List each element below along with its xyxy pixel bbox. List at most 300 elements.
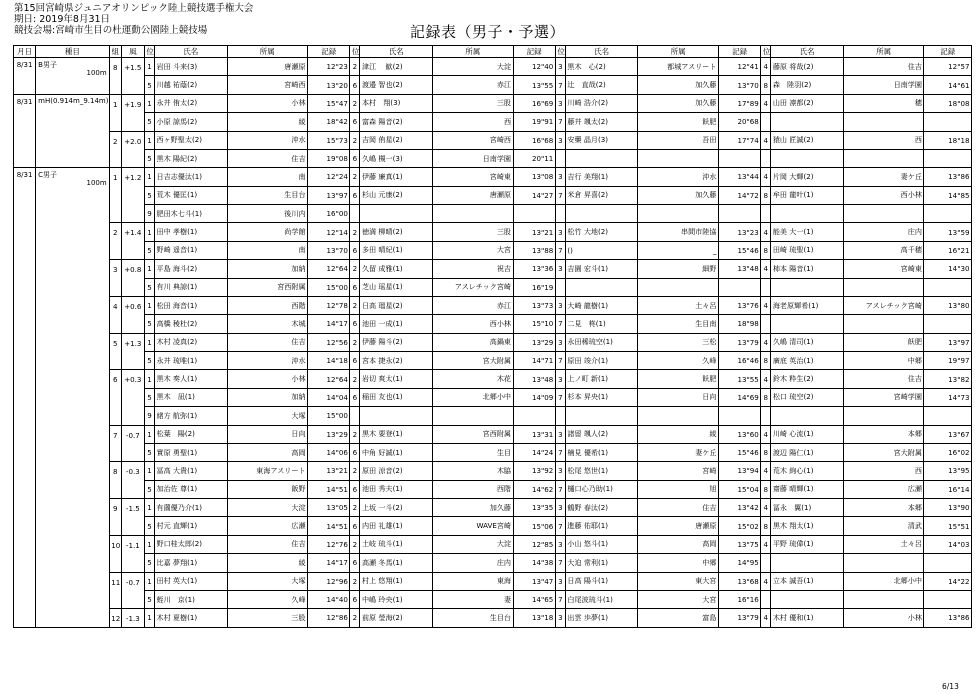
athlete-team: 住吉 [227, 149, 308, 167]
event-date: 8/31 [14, 94, 36, 168]
result-position: 4 [761, 94, 771, 112]
athlete-team: 広瀬 [843, 480, 924, 498]
result-record: 14"17 [308, 554, 350, 572]
athlete-team: 吾田 [638, 131, 719, 149]
athlete-name: 蛭川 京(1) [154, 590, 227, 608]
result-record: 13"47 [513, 572, 555, 590]
athlete-name: 上ノ町 新(1) [565, 370, 638, 388]
athlete-team: 中郷 [843, 352, 924, 370]
table-row [14, 535, 972, 553]
athlete-name: 片岡 大輝(2) [771, 168, 844, 186]
result-position: 6 [350, 352, 360, 370]
table-row [14, 278, 972, 296]
result-record [924, 590, 972, 608]
result-record: 13"82 [924, 370, 972, 388]
wind-reading: +1.5 [121, 58, 144, 95]
athlete-team: 三股 [227, 609, 308, 627]
athlete-name: 川崎 心流(1) [771, 425, 844, 443]
athlete-team: 三股 [432, 223, 513, 241]
result-position: 3 [555, 425, 565, 443]
athlete-team [843, 149, 924, 167]
athlete-team: 高岡 [227, 443, 308, 461]
result-record: 15"10 [513, 315, 555, 333]
athlete-team: 住吉 [843, 58, 924, 76]
athlete-name: 久嶋 槻一(3) [360, 149, 433, 167]
result-position [761, 407, 771, 425]
result-record: 16"00 [308, 205, 350, 223]
col-heat: 組 [109, 46, 121, 58]
event-distance: 100m [86, 179, 107, 188]
athlete-name: 野口桂太郎(2) [154, 535, 227, 553]
athlete-team: 北郷小中 [843, 572, 924, 590]
athlete-name: 久留 成雅(1) [360, 260, 433, 278]
athlete-team: 小林 [227, 94, 308, 112]
table-row [14, 76, 972, 94]
athlete-team: 日南学園 [432, 149, 513, 167]
athlete-team: 妻ケ丘 [638, 443, 719, 461]
result-record: 13"31 [513, 425, 555, 443]
result-position: 6 [350, 388, 360, 406]
result-position: 7 [555, 186, 565, 204]
result-position: 8 [761, 388, 771, 406]
athlete-team: 妻 [432, 590, 513, 608]
result-record: 13"79 [718, 609, 760, 627]
athlete-team: 久峰 [638, 352, 719, 370]
result-position: 7 [555, 352, 565, 370]
result-position [761, 315, 771, 333]
athlete-name: 上坂 一斗(2) [360, 499, 433, 517]
result-record: 13"55 [718, 370, 760, 388]
result-position: 1 [144, 58, 154, 76]
athlete-name: 原田 竣介(1) [565, 352, 638, 370]
result-position [761, 554, 771, 572]
athlete-team: 綾 [638, 425, 719, 443]
athlete-name: 黒木 陽紀(2) [154, 149, 227, 167]
athlete-team: 東海アスリート [227, 462, 308, 480]
wind-reading: +0.3 [121, 370, 144, 425]
result-position: 6 [350, 590, 360, 608]
result-position: 4 [761, 572, 771, 590]
athlete-team: 細野 [638, 260, 719, 278]
result-position: 1 [144, 131, 154, 149]
result-position: 3 [555, 260, 565, 278]
athlete-team: 赤江 [432, 76, 513, 94]
result-position: 2 [350, 572, 360, 590]
athlete-name: 鶴野 春汰(2) [565, 499, 638, 517]
athlete-team: 西 [432, 113, 513, 131]
athlete-team: 土々呂 [843, 535, 924, 553]
table-row [14, 94, 972, 112]
result-record: 16"68 [513, 131, 555, 149]
athlete-team: 宮大附属 [432, 352, 513, 370]
col-team: 所属 [432, 46, 513, 58]
result-position: 2 [350, 499, 360, 517]
result-position: 7 [555, 554, 565, 572]
meet-venue: 競技会場:宮崎市生目の杜運動公園陸上競技場 [14, 25, 208, 36]
athlete-team: 加納 [227, 388, 308, 406]
result-record: 13"05 [308, 499, 350, 517]
table-row [14, 425, 972, 443]
wind-reading: +0.6 [121, 296, 144, 333]
result-position: 7 [555, 480, 565, 498]
result-position: 2 [350, 425, 360, 443]
athlete-name: 本村 翔(3) [360, 94, 433, 112]
result-position: 6 [350, 76, 360, 94]
event-date: 8/31 [14, 168, 36, 627]
result-position: 3 [555, 609, 565, 627]
athlete-team: 宮崎西 [227, 76, 308, 94]
athlete-name: 富森 陽音(2) [360, 113, 433, 131]
athlete-name: 岩田 斗来(3) [154, 58, 227, 76]
event-name [36, 94, 110, 168]
result-position: 2 [350, 535, 360, 553]
result-record: 16"02 [924, 443, 972, 461]
athlete-team: 宮崎学園 [843, 388, 924, 406]
result-record: 12"64 [308, 370, 350, 388]
athlete-team: 都城アスリート [638, 58, 719, 76]
athlete-team: _ [638, 241, 719, 259]
athlete-name: 藤井 颯太(2) [565, 113, 638, 131]
result-record: 13"86 [924, 609, 972, 627]
athlete-name: 永田稀琉空(1) [565, 333, 638, 351]
athlete-name: 有川 典諒(1) [154, 278, 227, 296]
result-position: 5 [144, 149, 154, 167]
col-pos: 位 [762, 47, 771, 56]
col-pos: 位 [557, 47, 565, 56]
col-record: 記録 [308, 46, 350, 58]
result-record: 13"88 [513, 241, 555, 259]
result-position: 6 [350, 113, 360, 131]
event-category: mH(0.914m_9.14m) [38, 96, 109, 105]
result-position [350, 205, 360, 223]
athlete-name: 川越 祐蔭(2) [154, 76, 227, 94]
athlete-name: 岩切 爽太(1) [360, 370, 433, 388]
result-position: 2 [350, 462, 360, 480]
result-position: 7 [555, 113, 565, 131]
col-pos: 位 [351, 47, 360, 56]
result-position: 8 [761, 186, 771, 204]
table-row [14, 517, 972, 535]
athlete-team: 加久藤 [638, 186, 719, 204]
result-record [924, 205, 972, 223]
result-record: 15"04 [718, 480, 760, 498]
result-position: 5 [144, 113, 154, 131]
athlete-name: 野崎 遥音(1) [154, 241, 227, 259]
result-position: 3 [555, 370, 565, 388]
athlete-name [565, 407, 638, 425]
result-position: 4 [761, 131, 771, 149]
result-record: 14"24 [513, 443, 555, 461]
result-position [350, 407, 360, 425]
athlete-name: 多田 晴紀(1) [360, 241, 433, 259]
athlete-name: 久嶋 清司(1) [771, 333, 844, 351]
result-record: 14"51 [308, 517, 350, 535]
result-record: 13"29 [308, 425, 350, 443]
result-position: 8 [761, 76, 771, 94]
result-record: 14"62 [513, 480, 555, 498]
result-record: 19"91 [513, 113, 555, 131]
athlete-name: 藤原 将哉(2) [771, 58, 844, 76]
col-pos: 位 [146, 47, 154, 56]
athlete-team: 本郷 [843, 425, 924, 443]
table-row [14, 58, 972, 76]
athlete-team: 飫肥 [638, 113, 719, 131]
result-position: 3 [555, 296, 565, 314]
athlete-name: 有薗優乃介(1) [154, 499, 227, 517]
athlete-name: 津江 歓(2) [360, 58, 433, 76]
athlete-name: 木村 夏樹(1) [154, 609, 227, 627]
result-record: 12"76 [308, 535, 350, 553]
col-event: 種目 [36, 46, 110, 58]
result-record: 14"18 [308, 352, 350, 370]
athlete-team: 大塚 [227, 407, 308, 425]
result-record: 16"16 [718, 590, 760, 608]
result-record: 16"46 [718, 352, 760, 370]
result-record: 12"56 [308, 333, 350, 351]
athlete-name: 二見 柊(1) [565, 315, 638, 333]
athlete-name [771, 149, 844, 167]
athlete-team: 本郷 [843, 499, 924, 517]
athlete-team: 日向 [227, 425, 308, 443]
result-position: 1 [144, 223, 154, 241]
athlete-team: 生目南 [638, 315, 719, 333]
result-position: 2 [350, 609, 360, 627]
result-position: 6 [350, 186, 360, 204]
athlete-name: 辻 直哉(2) [565, 76, 638, 94]
result-position [761, 205, 771, 223]
athlete-name: 日吉志優汰(1) [154, 168, 227, 186]
result-record: 14"71 [513, 352, 555, 370]
results-body [14, 58, 972, 628]
result-position: 1 [144, 94, 154, 112]
result-record: 15"06 [513, 517, 555, 535]
athlete-team: 高岡 [638, 535, 719, 553]
athlete-name: 黒木 心(2) [565, 58, 638, 76]
result-position: 3 [555, 223, 565, 241]
result-record: 13"23 [718, 223, 760, 241]
athlete-name [565, 149, 638, 167]
result-record: 13"76 [718, 296, 760, 314]
athlete-name: 吉行 美翔(1) [565, 168, 638, 186]
athlete-name: 村上 悠翔(1) [360, 572, 433, 590]
result-position [555, 205, 565, 223]
col-name: 氏名 [565, 46, 638, 58]
athlete-name: 冨高 大貴(1) [154, 462, 227, 480]
wind-reading: +0.8 [121, 260, 144, 297]
athlete-team: 沖水 [227, 352, 308, 370]
athlete-team: 加久藤 [638, 76, 719, 94]
wind-reading: +2.0 [121, 131, 144, 168]
result-record [718, 149, 760, 167]
result-record: 18"98 [718, 315, 760, 333]
athlete-team: 住吉 [638, 499, 719, 517]
result-record: 14"04 [308, 388, 350, 406]
result-record: 14"65 [513, 590, 555, 608]
page-number: 6/13 [942, 682, 959, 691]
result-record: 13"86 [924, 168, 972, 186]
result-position [555, 407, 565, 425]
athlete-team: 大淀 [227, 499, 308, 517]
athlete-team: 住吉 [843, 370, 924, 388]
result-record: 14"51 [308, 480, 350, 498]
result-record: 15"00 [308, 407, 350, 425]
athlete-name: 能美 大一(1) [771, 223, 844, 241]
athlete-team: 生目台 [227, 186, 308, 204]
result-record: 13"42 [718, 499, 760, 517]
athlete-name: 出雲 歩夢(1) [565, 609, 638, 627]
result-record [924, 149, 972, 167]
athlete-team: 尚学館 [227, 223, 308, 241]
athlete-name: 伊藤 陽斗(2) [360, 333, 433, 351]
athlete-name: 杉本 昇央(1) [565, 388, 638, 406]
result-position: 4 [761, 223, 771, 241]
result-position [761, 278, 771, 296]
result-position: 1 [144, 260, 154, 278]
athlete-name: 山田 凛都(2) [771, 94, 844, 112]
athlete-team: 沖水 [227, 131, 308, 149]
athlete-name: 徳満 柳晴(2) [360, 223, 433, 241]
result-record: 13"60 [718, 425, 760, 443]
result-record: 14"09 [513, 388, 555, 406]
athlete-name: 高橋 稜杜(2) [154, 315, 227, 333]
table-row [14, 223, 972, 241]
wind-reading: -1.5 [121, 499, 144, 536]
result-record: 15"47 [308, 94, 350, 112]
event-category: B男子 [38, 61, 57, 69]
result-position: 5 [144, 517, 154, 535]
athlete-name: 黒木 凪(1) [154, 388, 227, 406]
result-record: 14"03 [924, 535, 972, 553]
athlete-team: 三股 [432, 94, 513, 112]
athlete-name: 齋藤 晴輝(1) [771, 480, 844, 498]
athlete-name: 芝山 瑶星(1) [360, 278, 433, 296]
athlete-name: 進藤 佑耶(1) [565, 517, 638, 535]
result-position: 1 [144, 333, 154, 351]
athlete-team: アスレチック宮崎 [843, 296, 924, 314]
col-date: 月日 [14, 46, 36, 58]
result-record: 14"30 [924, 260, 972, 278]
result-position: 3 [555, 94, 565, 112]
table-row [14, 462, 972, 480]
result-record: 13"48 [513, 370, 555, 388]
result-record: 12"14 [308, 223, 350, 241]
result-position: 7 [555, 590, 565, 608]
result-record: 13"70 [718, 76, 760, 94]
athlete-name: 松竹 大地(2) [565, 223, 638, 241]
athlete-name [771, 205, 844, 223]
table-row [14, 572, 972, 590]
result-position: 7 [555, 517, 565, 535]
athlete-name: 森 陸羽(2) [771, 76, 844, 94]
result-record: 13"67 [924, 425, 972, 443]
result-record [924, 113, 972, 131]
athlete-team: 庄内 [432, 554, 513, 572]
athlete-name: 渡邉 智也(2) [360, 76, 433, 94]
athlete-team: 宮崎東 [432, 168, 513, 186]
result-record: 16"14 [924, 480, 972, 498]
result-position: 1 [144, 572, 154, 590]
table-row [14, 443, 972, 461]
result-record: 19"97 [924, 352, 972, 370]
heat-number: 11 [109, 572, 121, 609]
athlete-team: 沖水 [638, 168, 719, 186]
result-position: 4 [761, 425, 771, 443]
athlete-team: 飫肥 [843, 333, 924, 351]
result-record: 13"36 [513, 260, 555, 278]
result-position: 5 [144, 241, 154, 259]
result-position: 6 [350, 480, 360, 498]
athlete-team: 綾 [227, 554, 308, 572]
result-record: 13"68 [718, 572, 760, 590]
result-record: 16"21 [924, 241, 972, 259]
result-position: 3 [555, 572, 565, 590]
col-wind: 風 [121, 46, 144, 58]
athlete-name: 諸留 颯人(2) [565, 425, 638, 443]
athlete-team: 西階 [227, 296, 308, 314]
result-position: 1 [144, 462, 154, 480]
event-name [36, 168, 110, 627]
athlete-name: 松葉 陽(2) [154, 425, 227, 443]
table-row [14, 149, 972, 167]
athlete-name: 楠見 優希(1) [565, 443, 638, 461]
result-record: 12"57 [924, 58, 972, 76]
athlete-name: 田村 英大(1) [154, 572, 227, 590]
athlete-name: 田中 孝樹(1) [154, 223, 227, 241]
result-position: 1 [144, 499, 154, 517]
result-record: 13"94 [718, 462, 760, 480]
result-position [555, 278, 565, 296]
heat-number: 12 [109, 609, 121, 627]
athlete-name [771, 113, 844, 131]
result-record: 13"55 [513, 76, 555, 94]
wind-reading: -0.7 [121, 572, 144, 609]
athlete-team: 旭 [638, 480, 719, 498]
event-name [36, 58, 110, 95]
result-record: 19"08 [308, 149, 350, 167]
result-record: 14"72 [718, 186, 760, 204]
heat-number: 8 [109, 462, 121, 499]
result-record: 13"97 [924, 333, 972, 351]
table-row [14, 168, 972, 186]
result-position: 4 [761, 333, 771, 351]
table-row [14, 260, 972, 278]
athlete-team: 飯野 [227, 480, 308, 498]
result-record [924, 407, 972, 425]
heat-number: 2 [109, 131, 121, 168]
result-record: 17"89 [718, 94, 760, 112]
athlete-team: 生目 [432, 443, 513, 461]
athlete-team: 小林 [227, 370, 308, 388]
athlete-team: 加久藤 [432, 499, 513, 517]
result-record: 13"79 [718, 333, 760, 351]
result-position: 2 [350, 296, 360, 314]
athlete-name: 伊藤 廉真(1) [360, 168, 433, 186]
athlete-team [432, 205, 513, 223]
athlete-name: 吉園 宏斗(1) [565, 260, 638, 278]
result-position: 5 [144, 590, 154, 608]
result-record: 13"73 [513, 296, 555, 314]
wind-reading: -0.7 [121, 425, 144, 462]
event-category: C男子 [38, 171, 58, 180]
athlete-name: 木村 凌真(2) [154, 333, 227, 351]
athlete-team [843, 315, 924, 333]
athlete-team: 宮崎西 [432, 131, 513, 149]
athlete-team: 西小林 [843, 186, 924, 204]
athlete-team: 加久藤 [638, 94, 719, 112]
result-position: 5 [144, 352, 154, 370]
result-position: 3 [555, 131, 565, 149]
athlete-name: 猿山 匠誠(2) [771, 131, 844, 149]
